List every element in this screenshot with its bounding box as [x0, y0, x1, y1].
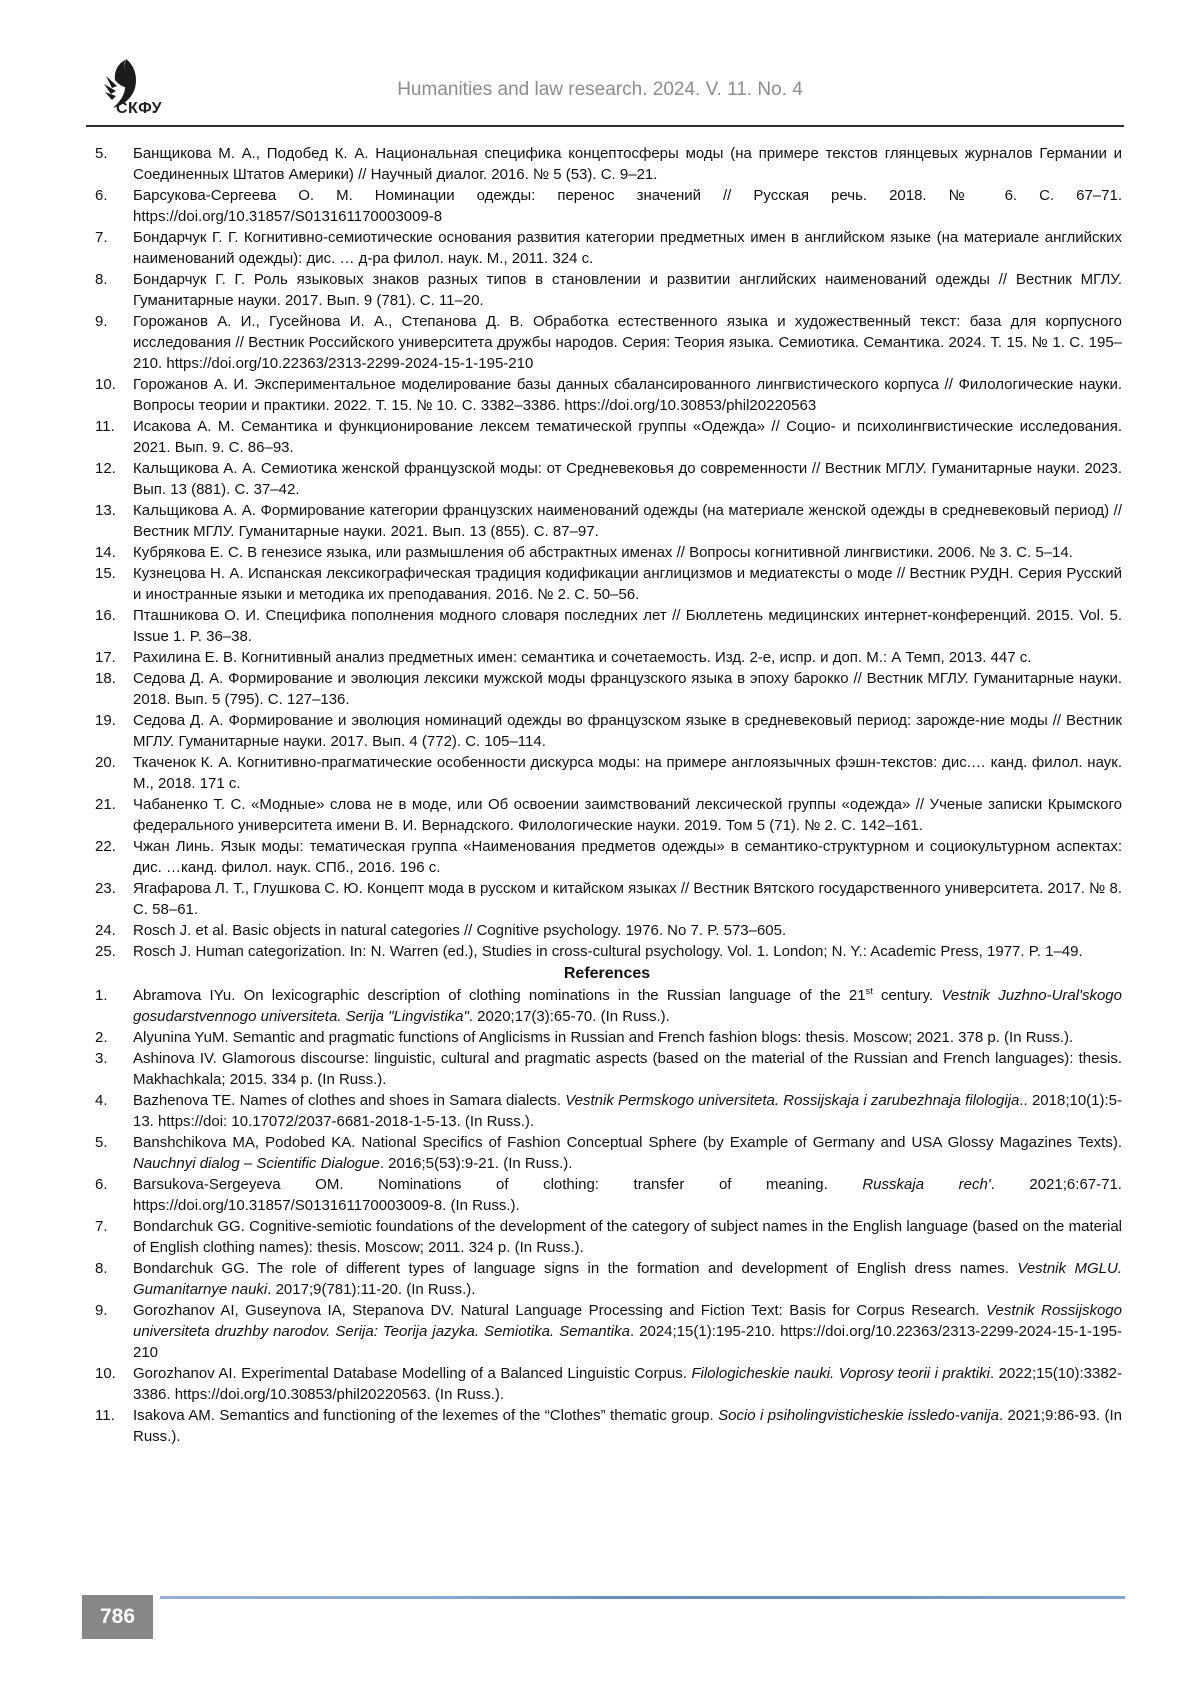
reference-number: 6.	[95, 1176, 108, 1193]
reference-number: 22.	[95, 838, 116, 855]
reference-number: 4.	[95, 1092, 108, 1109]
reference-item	[92, 311, 1122, 374]
bibliography-list	[92, 143, 1122, 962]
reference-item	[92, 458, 1122, 500]
reference-text: Кузнецова Н. А. Испанская лексикографическая традиция кодификации англицизмов и медиатексты о моде // Вестник РУДН. Серия Русский и иностранные языки и методика их преподавания. 2016. № 2. С. 50–56.	[133, 565, 1122, 603]
reference-number: 16.	[95, 607, 116, 624]
reference-number: 2.	[95, 1029, 108, 1046]
reference-text: Alyunina YuM. Semantic and pragmatic functions of Anglicisms in Russian and French fashion blogs: thesis. Moscow; 2021. 378 p. (In Russ.).	[133, 1029, 1074, 1046]
reference-item	[92, 1027, 1122, 1048]
reference-text: Ashinova IV. Glamorous discourse: linguistic, cultural and pragmatic aspects (based on the material of the Russian and French languages): thesis. Makhachkala; 2015. 334 p. (In Russ.).	[133, 1050, 1122, 1088]
reference-text: Rosch J. Human categorization. In: N. Warren (ed.), Studies in cross-cultural psychology. Vol. 1. London; N. Y.: Academic Press, 1977. P. 1–49.	[133, 943, 1083, 960]
reference-text: Бондарчук Г. Г. Роль языковых знаков разных типов в становлении и развитии английских наименований одежды // Вестник МГЛУ. Гуманитарные науки. 2017. Вып. 9 (781). С. 11–20.	[133, 271, 1122, 309]
reference-item	[92, 878, 1122, 920]
reference-text: Gorozhanov AI. Experimental Database Modelling of a Balanced Linguistic Corpus. Filologicheskie nauki. Voprosy teorii i praktiki. 2022;15(10):3382-3386. https://doi.org/10.30853/phil20220563. (In Russ.).	[133, 1365, 1123, 1403]
reference-number: 5.	[95, 1134, 108, 1151]
reference-text: Кальщикова А. А. Семиотика женской французской моды: от Средневековья до современности // Вестник МГЛУ. Гуманитарные науки. 2023. Вып. 13 (881). С. 37–42.	[133, 460, 1122, 498]
reference-item	[92, 647, 1122, 668]
reference-text: Banshchikova MA, Podobed KA. National Specifics of Fashion Conceptual Sphere (by Example of Germany and USA Glossy Magazines Texts). Nauchnyi dialog – Scientific Dialogue. 2016;5(53):9-21. (In Russ.).	[133, 1134, 1122, 1172]
reference-text: Кубрякова Е. С. В генезисе языка, или размышления об абстрактных именах // Вопросы когнитивной лингвистики. 2006. № 3. С. 5–14.	[133, 544, 1073, 561]
reference-item	[92, 1216, 1122, 1258]
reference-text: Ягафарова Л. Т., Глушкова С. Ю. Концепт мода в русском и китайском языках // Вестник Вятского государственного университета. 2017. № 8. С. 58–61.	[133, 880, 1122, 918]
reference-text: Rosch J. et al. Basic objects in natural categories // Cognitive psychology. 1976. No 7. P. 573–605.	[133, 922, 787, 939]
reference-text: Bazhenova TE. Names of clothes and shoes in Samara dialects. Vestnik Permskogo universiteta. Rossijskaja i zarubezhnaja filologija.. 2018;10(1):5-13. https://doi: 10.17072/2037-6681-2018-1-5-13. (In Russ.).	[133, 1092, 1123, 1130]
header-divider	[86, 125, 1124, 127]
reference-item	[92, 227, 1122, 269]
reference-text: Рахилина Е. В. Когнитивный анализ предметных имен: семантика и сочетаемость. Изд. 2-е, испр. и доп. М.: А Темп, 2013. 447 с.	[133, 649, 1032, 666]
reference-item	[92, 269, 1122, 311]
reference-number: 5.	[95, 145, 108, 162]
reference-item	[92, 500, 1122, 542]
reference-number: 18.	[95, 670, 116, 687]
reference-number: 11.	[95, 1407, 115, 1424]
reference-text: Пташникова О. И. Специфика пополнения модного словаря последних лет // Бюллетень медицинских интернет-конференций. 2015. Vol. 5. Issue 1. P. 36–38.	[133, 607, 1122, 645]
reference-text: Abramova IYu. On lexicographic description of clothing nominations in the Russian language of the 21st century. Vestnik Juzhno-Ural'skogo gosudarstvennogo universiteta. Serija "Lingvistika". 2020;17(3):65-70. (In Russ.).	[133, 986, 1122, 1025]
references-list	[92, 985, 1122, 1447]
reference-number: 9.	[95, 1302, 108, 1319]
reference-item	[92, 752, 1122, 794]
reference-item	[92, 985, 1122, 1027]
reference-text: Чабаненко Т. С. «Модные» слова не в моде, или Об освоении заимствований лексической группы «одежда» // Ученые записки Крымского федерального университета имени В. И. Вернадского. Филологические науки. 2019. Том 5 (71). № 2. С. 142–161.	[133, 796, 1122, 834]
reference-number: 14.	[95, 544, 116, 561]
reference-item	[92, 605, 1122, 647]
reference-number: 6.	[95, 187, 108, 204]
page-number-badge: 786	[82, 1595, 153, 1639]
reference-number: 17.	[95, 649, 116, 666]
reference-item	[92, 143, 1122, 185]
reference-text: Горожанов А. И. Экспериментальное моделирование базы данных сбалансированного лингвистического корпуса // Филологические науки. Вопросы теории и практики. 2022. Т. 15. № 10. С. 3382–3386. https://doi.org/10.30853/phil20220563	[133, 376, 1122, 414]
references-heading: References	[563, 965, 651, 982]
reference-text: Чжан Линь. Язык моды: тематическая группа «Наименования предметов одежды» в семантико-структурном и социокультурном аспектах: дис. …канд. филол. наук. СПб., 2016. 196 с.	[133, 838, 1122, 876]
reference-number: 21.	[95, 796, 116, 813]
journal-title: Humanities and law research. 2024. V. 11. No. 4	[397, 79, 803, 100]
reference-number: 3.	[95, 1050, 108, 1067]
reference-text: Bondarchuk GG. The role of different types of language signs in the formation and development of English dress names. Vestnik MGLU. Gumanitarnye nauki. 2017;9(781):11-20. (In Russ.).	[133, 1260, 1122, 1298]
reference-number: 12.	[95, 460, 116, 477]
reference-number: 10.	[95, 1365, 116, 1382]
reference-number: 15.	[95, 565, 116, 582]
reference-number: 9.	[95, 313, 108, 330]
reference-number: 8.	[95, 271, 108, 288]
reference-item	[92, 542, 1122, 563]
reference-text: Бондарчук Г. Г. Когнитивно-семиотические основания развития категории предметных имен в английском языке (на материале английских наименований одежды): дис. … д-ра филол. наук. М., 2011. 324 с.	[133, 229, 1122, 267]
reference-item	[92, 941, 1122, 962]
reference-item	[92, 185, 1122, 227]
reference-item	[92, 374, 1122, 416]
reference-item	[92, 836, 1122, 878]
reference-text: Ткаченок К. А. Когнитивно-прагматические особенности дискурса моды: на примере англоязычных фэшн-текстов: дис.… канд. филол. наук. М., 2018. 171 с.	[133, 754, 1122, 792]
reference-item	[92, 1090, 1122, 1132]
reference-item	[92, 668, 1122, 710]
reference-text: Barsukova-Sergeyeva OM. Nominations of clothing: transfer of meaning. Russkaja rech'. 2021;6:67-71. https://doi.org/10.31857/S013161170003009-8. (In Russ.).	[133, 1176, 1122, 1214]
reference-text: Isakova AM. Semantics and functioning of the lexemes of the “Clothes” thematic group. Socio i psiholingvisticheskie issledo-vanija. 2021;9:86-93. (In Russ.).	[133, 1407, 1123, 1445]
footer-divider	[160, 1596, 1125, 1599]
reference-item	[92, 794, 1122, 836]
reference-number: 20.	[95, 754, 116, 771]
reference-item	[92, 1048, 1122, 1090]
reference-item	[92, 1363, 1122, 1405]
reference-item	[92, 1174, 1122, 1216]
reference-number: 7.	[95, 1218, 108, 1235]
reference-number: 1.	[95, 987, 108, 1004]
reference-text: Барсукова-Сергеева О. М. Номинации одежды: перенос значений // Русская речь. 2018. № 6. С. 67–71. https://doi.org/10.31857/S013161170003009-8	[133, 187, 1122, 225]
reference-text: Исакова А. М. Семантика и функционирование лексем тематической группы «Одежда» // Социо- и психолингвистические исследования. 2021. Вып. 9. С. 86–93.	[133, 418, 1122, 456]
reference-number: 19.	[95, 712, 116, 729]
reference-number: 7.	[95, 229, 108, 246]
reference-number: 24.	[95, 922, 116, 939]
page-content	[92, 143, 1122, 1447]
reference-number: 23.	[95, 880, 116, 897]
reference-number: 25.	[95, 943, 116, 960]
reference-number: 10.	[95, 376, 116, 393]
reference-text: Bondarchuk GG. Cognitive-semiotic foundations of the development of the category of subject names in the English language (based on the material of English clothing names): thesis. Moscow; 2011. 324 p. (In Russ.).	[133, 1218, 1122, 1256]
reference-item	[92, 920, 1122, 941]
reference-item	[92, 1258, 1122, 1300]
reference-item	[92, 1132, 1122, 1174]
reference-number: 11.	[95, 418, 115, 435]
reference-text: Кальщикова А. А. Формирование категории французских наименований одежды (на материале женской одежды в средневековый период) // Вестник МГЛУ. Гуманитарные науки. 2021. Вып. 13 (855). С. 87–97.	[133, 502, 1122, 540]
reference-item	[92, 1300, 1122, 1363]
logo-text: СКФУ	[116, 100, 163, 117]
reference-number: 13.	[95, 502, 116, 519]
reference-item	[92, 710, 1122, 752]
reference-item	[92, 1405, 1122, 1447]
reference-text: Горожанов А. И., Гусейнова И. А., Степанова Д. В. Обработка естественного языка и художественный текст: база для корпусного исследования // Вестник Российского университета дружбы народов. Серия: Теория языка. Семиотика. Семантика. 2024. Т. 15. № 1. С. 195–210. https://doi.org/10.22363/2313-2299-2024-15-1-195-210	[133, 313, 1122, 372]
reference-text: Седова Д. А. Формирование и эволюция лексики мужской моды французского языка в эпоху барокко // Вестник МГЛУ. Гуманитарные науки. 2018. Вып. 5 (795). С. 127–136.	[133, 670, 1122, 708]
reference-item	[92, 416, 1122, 458]
reference-item	[92, 563, 1122, 605]
reference-text: Седова Д. А. Формирование и эволюция номинаций одежды во французском языке в средневековый период: зарожде-ние моды // Вестник МГЛУ. Гуманитарные науки. 2017. Вып. 4 (772). С. 105–114.	[133, 712, 1122, 750]
reference-text: Банщикова М. А., Подобед К. А. Национальная специфика концептосферы моды (на примере текстов глянцевых журналов Германии и Соединенных Штатов Америки) // Научный диалог. 2016. № 5 (53). С. 9–21.	[133, 145, 1122, 183]
reference-text: Gorozhanov AI, Guseynova IA, Stepanova DV. Natural Language Processing and Fiction Text: Basis for Corpus Research. Vestnik Rossijskogo universiteta druzhby narodov. Serija: Teorija jazyka. Semiotika. Semantika. 2024;15(1):195-210. https://doi.org/10.22363/2313-2299-2024-15-1-195-210	[133, 1302, 1123, 1361]
reference-number: 8.	[95, 1260, 108, 1277]
